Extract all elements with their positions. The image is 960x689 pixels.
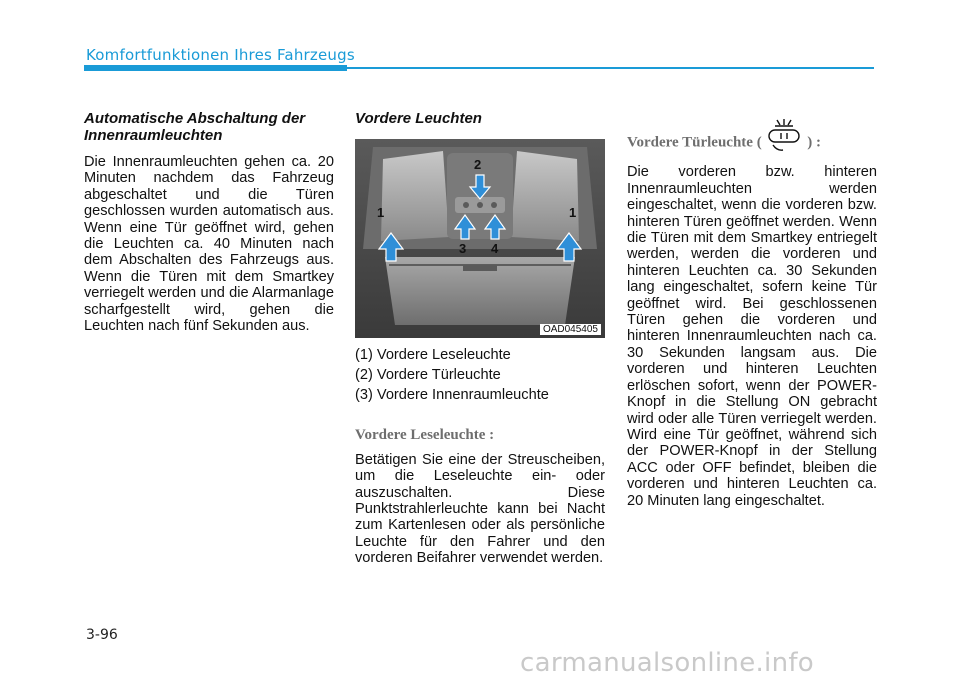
- header-bar-line: [347, 67, 874, 69]
- heading-door-lamp: [627, 124, 877, 162]
- watermark[interactable]: carmanualsonline.info: [520, 648, 815, 678]
- column-front-lamps: [355, 110, 605, 567]
- callout-4: 4: [491, 241, 499, 256]
- callout-3: 3: [459, 241, 467, 256]
- heading-door-lamp-prefix: Vordere Türleuchte (: [627, 134, 762, 151]
- callout-2: 2: [474, 157, 482, 172]
- paragraph-door-lamp: Die vorderen bzw. hinteren Innenraumleuchten werden eingeschaltet, wenn die vorderen bzw. hinteren Türen geöffnet werden. Wenn die Türen mit dem Smartkey entriegelt werden, werden die vorderen und hinteren Leuchten ca. 30 Sekunden lang eingeschaltet, sofern keine Tür geöffnet wird. Bei geschlossenen Türen gehen die vorderen und hinteren Innenraumleuchten nach ca. 30 Sekunden langsam aus. Die vorderen und hinteren Leuchten erlöschen sofort, wenn der POWER-Knopf in die Stellung ON gebracht wird oder alle Türen verriegelt werden. Wird eine Tür geöffnet, während sich der POWER-Knopf in der Stellung ACC oder OFF befindet, bleiben die vorderen und hinteren Leuchten ca. 20 Minuten lang eingeschaltet.: [627, 164, 877, 509]
- door-lamp-icon: [765, 118, 803, 156]
- caption-item: (3) Vordere Innenraumleuchte: [355, 387, 549, 403]
- paragraph-auto-shutoff: Die Innenraumleuchten gehen ca. 20 Minuten nachdem das Fahrzeug abgeschaltet und die Türen geschlossen wurden automatisch aus. Wenn eine Tür geöffnet wird, gehen die Leuchten ca. 40 Minuten nach dem Abschalten des Fahrzeugs aus. Wenn die Türen mit dem Smartkey verriegelt werden und die Alarmanlage scharfgestellt wird, gehen die Leuchten nach fünf Sekunden aus.: [84, 154, 334, 335]
- callout-1-left: 1: [377, 205, 385, 220]
- subheading-reading-lamp: Vordere Leseleuchte :: [355, 427, 495, 444]
- heading-door-lamp-suffix: ) :: [807, 134, 821, 151]
- figure-code-label: OAD045405: [540, 324, 601, 335]
- column-auto-shutoff: [84, 110, 334, 334]
- heading-auto-shutoff: Automatische Abschaltung der Innenraumleuchten: [84, 110, 306, 144]
- header-bar-accent: [84, 65, 347, 71]
- column-door-lamp: [627, 124, 877, 509]
- caption-item: (2) Vordere Türleuchte: [355, 367, 501, 383]
- page-number: 3-96: [86, 627, 118, 643]
- overhead-console-figure: [355, 139, 605, 338]
- paragraph-reading-lamp: Betätigen Sie eine der Streuscheiben, um die Leseleuchte ein- oder auszuschalten. Diese Punktstrahlerleuchte kann bei Nacht zum Kartenlesen oder als persönliche Leuchte für den Fahrer und den vorderen Beifahrer verwendet werden.: [355, 451, 605, 567]
- caption-item: (1) Vordere Leseleuchte: [355, 347, 511, 363]
- heading-front-lamps: Vordere Leuchten: [355, 110, 482, 127]
- caption-list: [355, 347, 605, 403]
- callout-1-right: 1: [569, 205, 577, 220]
- section-header: Komfortfunktionen Ihres Fahrzeugs: [86, 46, 355, 64]
